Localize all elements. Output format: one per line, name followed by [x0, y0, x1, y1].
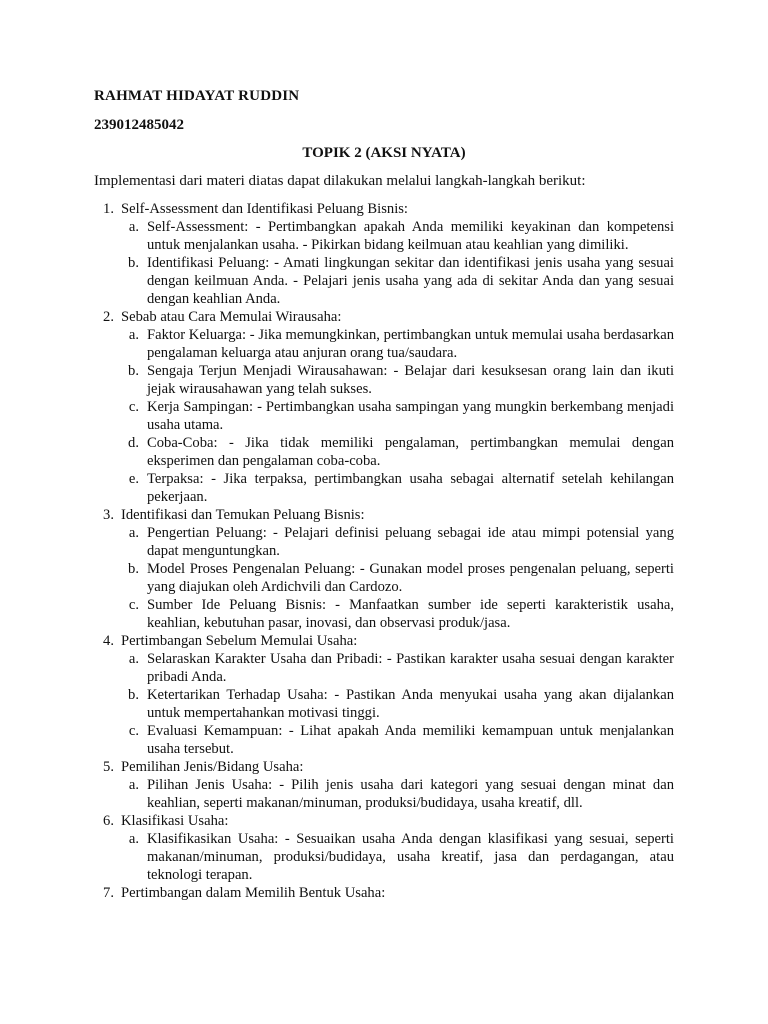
- sub-item-text: Model Proses Pengenalan Peluang: - Gunakan model proses pengenalan peluang, seperti yang diajukan oleh Ardichvili dan Cardozo.: [147, 561, 674, 595]
- sub-item-letter: b.: [128, 255, 139, 271]
- sub-item-text: Klasifikasikan Usaha: - Sesuaikan usaha Anda dengan klasifikasi yang sesuai, seperti makanan/minuman, produksi/budidaya, usaha kreatif, jasa dan perdagangan, atau teknologi terapan.: [147, 831, 674, 883]
- list-item-number: 5.: [103, 759, 114, 775]
- list-item-title: Pertimbangan dalam Memilih Bentuk Usaha:: [121, 885, 386, 901]
- sub-item-letter: d.: [128, 435, 139, 451]
- sub-item: [128, 776, 674, 812]
- list-item-title: Self-Assessment dan Identifikasi Peluang Bisnis:: [121, 201, 408, 217]
- list-item-number: 1.: [103, 201, 114, 217]
- list-item: [94, 308, 674, 506]
- sub-item-text: Selaraskan Karakter Usaha dan Pribadi: - Pastikan karakter usaha sesuai dengan karakter pribadi Anda.: [147, 651, 674, 685]
- sub-item: [128, 254, 674, 308]
- steps-list: [94, 200, 674, 902]
- sub-item-letter: b.: [128, 561, 139, 577]
- sub-item-text: Terpaksa: - Jika terpaksa, pertimbangkan usaha sebagai alternatif setelah kehilangan pekerjaan.: [147, 471, 674, 505]
- list-item: [94, 632, 674, 758]
- sub-item-text: Evaluasi Kemampuan: - Lihat apakah Anda memiliki kemampuan untuk menjalankan usaha tersebut.: [147, 723, 674, 757]
- intro-paragraph: Implementasi dari materi diatas dapat dilakukan melalui langkah-langkah berikut:: [94, 173, 586, 189]
- sub-item-text: Sumber Ide Peluang Bisnis: - Manfaatkan sumber ide seperti karakteristik usaha, keahlian, kebutuhan pasar, inovasi, dan observasi produk/jasa.: [147, 597, 674, 631]
- sub-item: [128, 434, 674, 470]
- list-item-title: Pemilihan Jenis/Bidang Usaha:: [121, 759, 304, 775]
- sub-item-letter: c.: [128, 399, 139, 415]
- sub-item-text: Faktor Keluarga: - Jika memungkinkan, pertimbangkan untuk memulai usaha berdasarkan pengalaman keluarga atau anjuran orang tua/saudara.: [147, 327, 674, 361]
- sub-item: [128, 560, 674, 596]
- list-item: [94, 884, 674, 902]
- list-item: [94, 200, 674, 308]
- sub-item-text: Kerja Sampingan: - Pertimbangkan usaha sampingan yang mungkin berkembang menjadi usaha utama.: [147, 399, 674, 433]
- sub-item-letter: b.: [128, 363, 139, 379]
- sub-item-text: Ketertarikan Terhadap Usaha: - Pastikan Anda menyukai usaha yang akan dijalankan untuk mempertahankan motivasi tinggi.: [147, 687, 674, 721]
- list-item-title: Pertimbangan Sebelum Memulai Usaha:: [121, 633, 358, 649]
- sub-item: [128, 398, 674, 434]
- sub-item: [128, 218, 674, 254]
- sub-item: [128, 470, 674, 506]
- list-item-number: 2.: [103, 309, 114, 325]
- topic-title: TOPIK 2 (AKSI NYATA): [302, 145, 466, 161]
- sub-item: [128, 326, 674, 362]
- list-item: [94, 812, 674, 884]
- list-item-title: Klasifikasi Usaha:: [121, 813, 229, 829]
- sub-item-text: Sengaja Terjun Menjadi Wirausahawan: - Belajar dari kesuksesan orang lain dan ikuti jejak wirausahawan yang telah sukses.: [147, 363, 674, 397]
- sub-item-letter: a.: [128, 219, 139, 235]
- sub-item-text: Coba-Coba: - Jika tidak memiliki pengalaman, pertimbangkan memulai dengan eksperimen dan pengalaman coba-coba.: [147, 435, 674, 469]
- sub-item-text: Self-Assessment: - Pertimbangkan apakah Anda memiliki keyakinan dan kompetensi untuk menjalankan usaha. - Pikirkan bidang keilmuan atau keahlian yang dimiliki.: [147, 219, 674, 253]
- sub-item: [128, 686, 674, 722]
- sub-item-letter: c.: [128, 597, 139, 613]
- sub-item: [128, 830, 674, 884]
- list-item-number: 7.: [103, 885, 114, 901]
- sub-item-letter: a.: [128, 777, 139, 793]
- sub-item-letter: e.: [128, 471, 139, 487]
- list-item-number: 3.: [103, 507, 114, 523]
- sub-item: [128, 722, 674, 758]
- sub-item-letter: c.: [128, 723, 139, 739]
- sub-item: [128, 596, 674, 632]
- list-item-number: 6.: [103, 813, 114, 829]
- student-id: 239012485042: [94, 117, 184, 133]
- author-name: RAHMAT HIDAYAT RUDDIN: [94, 88, 300, 104]
- sub-item-letter: a.: [128, 327, 139, 343]
- list-item-number: 4.: [103, 633, 114, 649]
- list-item: [94, 758, 674, 812]
- list-item-title: Identifikasi dan Temukan Peluang Bisnis:: [121, 507, 365, 523]
- sub-item-letter: a.: [128, 525, 139, 541]
- list-item-title: Sebab atau Cara Memulai Wirausaha:: [121, 309, 342, 325]
- sub-item-letter: a.: [128, 831, 139, 847]
- sub-item-letter: b.: [128, 687, 139, 703]
- sub-item-text: Pengertian Peluang: - Pelajari definisi peluang sebagai ide atau mimpi potensial yang dapat menguntungkan.: [147, 525, 674, 559]
- sub-item-text: Identifikasi Peluang: - Amati lingkungan sekitar dan identifikasi jenis usaha yang sesuai dengan keilmuan Anda. - Pelajari jenis usaha yang ada di sekitar Anda dan yang sesuai dengan keahlian Anda.: [147, 255, 674, 307]
- list-item: [94, 506, 674, 632]
- sub-item-letter: a.: [128, 651, 139, 667]
- sub-item: [128, 650, 674, 686]
- sub-item: [128, 362, 674, 398]
- sub-item-text: Pilihan Jenis Usaha: - Pilih jenis usaha dari kategori yang sesuai dengan minat dan keahlian, seperti makanan/minuman, produksi/budidaya, usaha kreatif, dll.: [147, 777, 674, 811]
- sub-item: [128, 524, 674, 560]
